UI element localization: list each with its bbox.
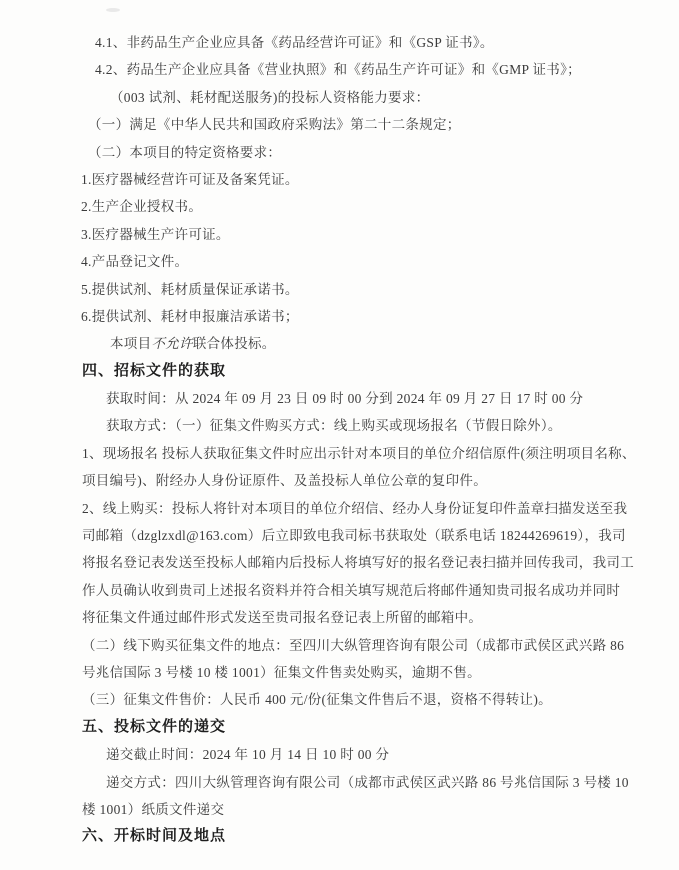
text-line: 楼 1001）纸质文件递交 xyxy=(82,801,225,817)
text-line: 获取时间：从 2024 年 09 月 23 日 09 时 00 分到 2024 年 09 月 27 日 17 时 00 分 xyxy=(106,391,584,407)
text-line: 1、现场报名 投标人获取征集文件时应出示针对本项目的单位介绍信原件(须注明项目名称、 xyxy=(82,445,636,461)
text-line: 将报名登记表发送至投标人邮箱内后投标人将填写好的报名登记表扫描并回传我司，我司工 xyxy=(82,555,634,571)
text-segment: 本项目 xyxy=(110,336,152,352)
text-line: 4.产品登记文件。 xyxy=(81,254,189,270)
text-line: 2、线上购买：投标人将针对本项目的单位介绍信、经办人身份证复印件盖章扫描发送至我 xyxy=(82,500,628,516)
section-heading: 四、招标文件的获取 xyxy=(82,362,227,379)
text-line: 作人员确认收到贵司上述报名资料并符合相关填写规范后将邮件通知贵司报名成功并同时 xyxy=(82,582,621,598)
text-line: 项目编号)、附经办人身份证原件、及盖投标人单位公章的复印件。 xyxy=(82,473,487,489)
text-line: 将征集文件通过邮件形式发送至贵司报名登记表上所留的邮箱中。 xyxy=(82,610,483,626)
text-line: 号兆信国际 3 号楼 10 楼 1001）征集文件售卖处购买，逾期不售。 xyxy=(82,664,481,680)
text-line: （一）满足《中华人民共和国政府采购法》第二十二条规定； xyxy=(88,117,461,133)
text-line: （三）征集文件售价：人民币 400 元/份(征集文件售后不退，资格不得转让)。 xyxy=(82,692,552,708)
text-line: 1.医疗器械经营许可证及备案凭证。 xyxy=(81,171,299,187)
text-line: （二）线下购买征集文件的地点：至四川大纵管理咨询有限公司（成都市武侯区武兴路 86 xyxy=(82,637,625,653)
section-heading: 五、投标文件的递交 xyxy=(82,718,227,735)
text-line: 3.医疗器械生产许可证。 xyxy=(81,226,230,242)
text-line: （003 试剂、耗材配送服务)的投标人资格能力要求： xyxy=(110,89,430,105)
text-line: 2.生产企业授权书。 xyxy=(81,199,203,215)
text-line: 获取方式：（一）征集文件购买方式：线上购买或现场报名（节假日除外）。 xyxy=(106,418,562,434)
text-line: 4.2、药品生产企业应具备《营业执照》和《药品生产许可证》和《GMP 证书》； xyxy=(95,62,581,78)
text-line: 司邮箱（dzglzxdl@163.com）后立即致电我司标书获取处（联系电话 18244269619），我司 xyxy=(82,528,626,544)
scan-smudge-artifact xyxy=(106,8,120,12)
text-line: 4.1、非药品生产企业应具备《药品经营许可证》和《GSP 证书》。 xyxy=(95,35,494,50)
text-line: 递交截止时间：2024 年 10 月 14 日 10 时 00 分 xyxy=(106,747,390,763)
text-line: （二）本项目的特定资格要求： xyxy=(88,144,282,160)
text-line: 递交方式：四川大纵管理咨询有限公司（成都市武侯区武兴路 86 号兆信国际 3 号楼 10 xyxy=(106,774,629,790)
text-line: 5.提供试剂、耗材质量保证承诺书。 xyxy=(81,281,299,297)
emphasized-text: 不允许 xyxy=(151,336,193,352)
text-segment: 联合体投标。 xyxy=(192,336,276,352)
text-line xyxy=(110,330,679,357)
text-line: 6.提供试剂、耗材申报廉洁承诺书； xyxy=(81,308,299,324)
section-heading: 六、开标时间及地点 xyxy=(82,828,227,845)
document-body xyxy=(0,29,679,851)
